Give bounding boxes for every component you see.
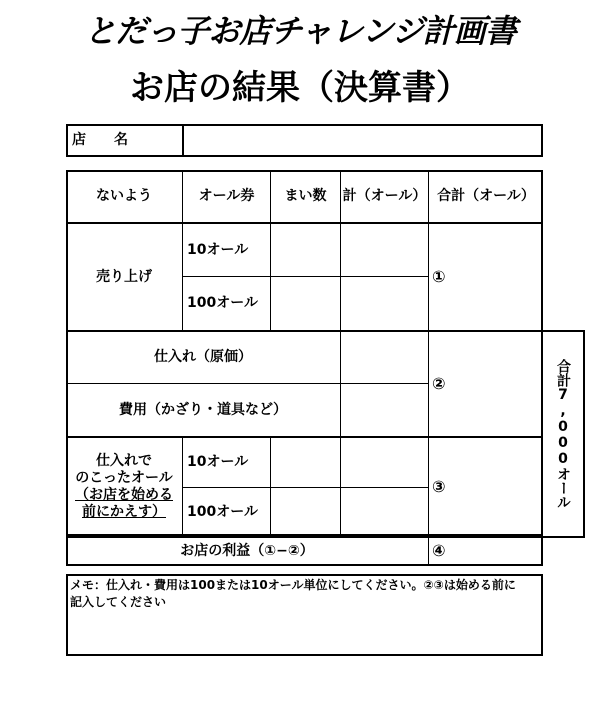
profit-marker: ④ (432, 541, 446, 561)
memo-line2: 記入してください (70, 595, 167, 609)
leftover-label-line1: 仕入れで (96, 453, 152, 470)
page-title: とだっ子お店チャレンジ計画書 (84, 12, 516, 50)
header-ticket: オール券 (198, 187, 255, 204)
leftover-label-line3: （お店を始める (75, 487, 173, 503)
page-subtitle: お店の結果（決算書） (130, 68, 470, 108)
header-grand-total: 合計（オール） (437, 187, 535, 204)
side-total-note: 合計7,000オール (555, 359, 571, 509)
leftover-ticket-100: 100オール (187, 503, 258, 520)
sales-marker: ① (432, 267, 446, 287)
sales-ticket-100: 100オール (187, 295, 258, 312)
shop-name-label: 店 名 (72, 132, 128, 149)
header-count: まい数 (284, 187, 327, 204)
expense-marker: ② (432, 374, 446, 394)
leftover-ticket-10: 10オール (187, 454, 249, 471)
profit-label: お店の利益（①−②） (180, 542, 314, 559)
header-naiyou: ないよう (96, 187, 152, 204)
purchase-label: 仕入れ（原価） (154, 349, 252, 366)
memo-line1: メモ：仕入れ・費用は100または10オール単位にしてください。②③は始める前に (70, 578, 516, 592)
expense-label: 費用（かざり・道具など） (119, 401, 287, 418)
sales-ticket-10: 10オール (187, 241, 249, 258)
shop-name-field[interactable] (188, 124, 538, 157)
leftover-label-line4: 前にかえす） (82, 503, 166, 520)
leftover-label-line2: のこったオール (75, 470, 173, 487)
leftover-label (66, 438, 182, 536)
sales-label: 売り上げ (96, 268, 152, 285)
leftover-marker: ③ (432, 477, 446, 497)
header-total: 計（オール） (342, 187, 427, 204)
